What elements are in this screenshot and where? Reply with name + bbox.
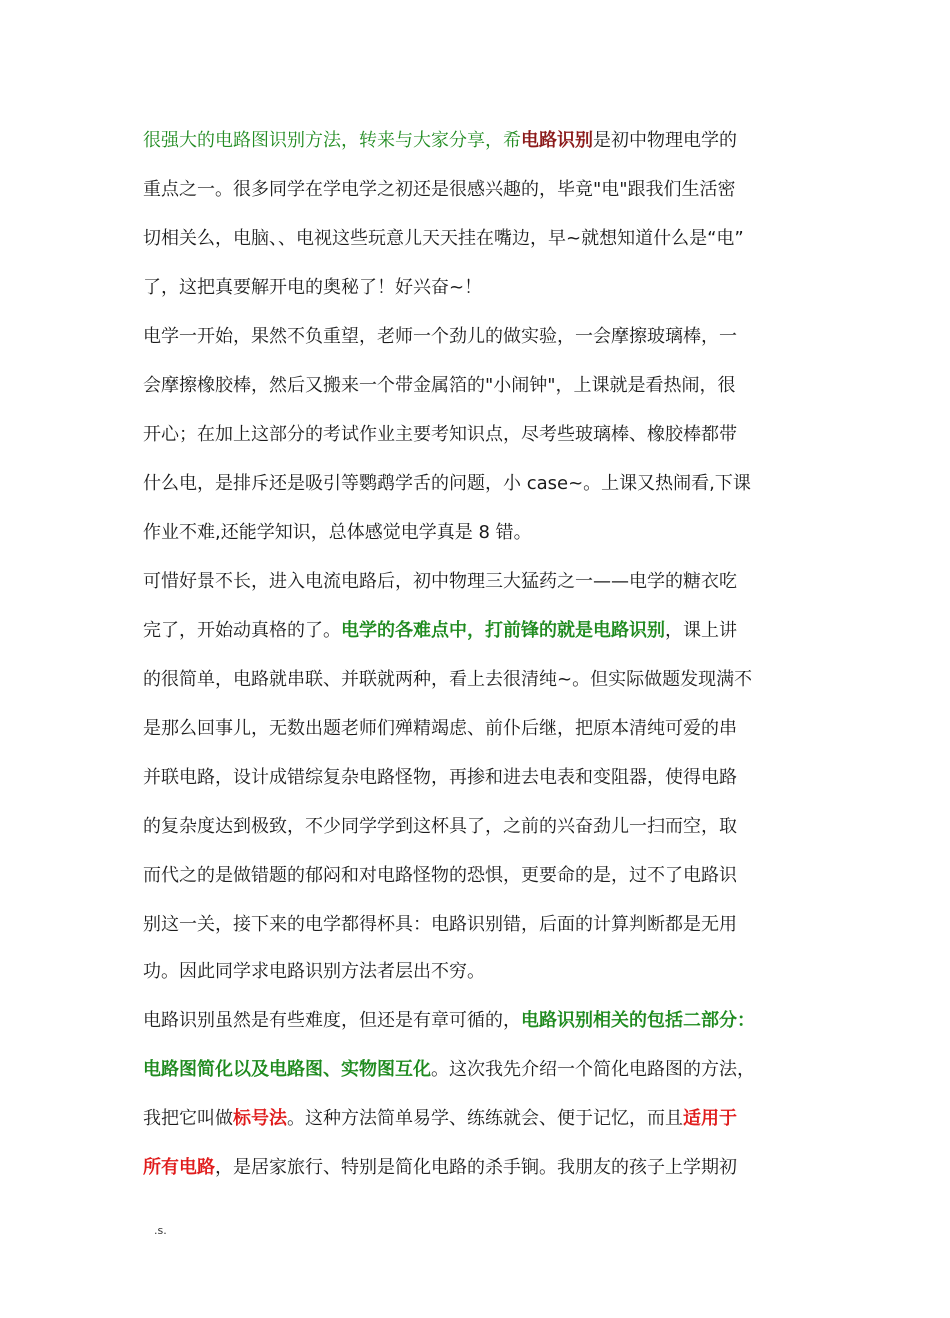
highlighted-text: 适用于 — [683, 1108, 737, 1129]
text-line — [143, 715, 833, 743]
text-line — [143, 274, 833, 302]
text-line — [143, 911, 833, 939]
highlighted-text: 电路识别 — [521, 130, 593, 151]
text-segment: 电学一开始，果然不负重望，老师一个劲儿的做实验，一会摩擦玻璃棒，一 — [143, 326, 737, 347]
text-line — [143, 568, 833, 596]
text-line — [143, 1007, 833, 1035]
text-line — [143, 862, 833, 890]
text-line — [143, 617, 833, 645]
text-line — [143, 666, 833, 694]
text-segment: 别这一关，接下来的电学都得杯具：电路识别错，后面的计算判断都是无用 — [143, 914, 737, 935]
text-segment: 是初中物理电学的 — [593, 130, 737, 151]
text-segment: 的复杂度达到极致，不少同学学到这杯具了，之前的兴奋劲儿一扫而空，取 — [143, 816, 737, 837]
text-line — [143, 519, 833, 547]
text-segment: 的很简单，电路就串联、并联就两种，看上去很清纯~。但实际做题发现满不 — [143, 669, 753, 690]
highlighted-text: 所有电路 — [143, 1157, 215, 1178]
text-segment: 可惜好景不长，进入电流电路后，初中物理三大猛药之一——电学的糖衣吃 — [143, 571, 737, 592]
text-segment: 是那么回事儿，无数出题老师们殚精竭虑、前仆后继，把原本清纯可爱的串 — [143, 718, 737, 739]
text-line — [143, 1154, 833, 1182]
page-footer: .s. — [154, 1224, 167, 1237]
highlighted-text: 很强大的电路图识别方法，转来与大家分享，希 — [143, 130, 521, 151]
text-line — [143, 176, 833, 204]
text-line — [143, 764, 833, 792]
text-segment: 。这种方法简单易学、练练就会、便于记忆，而且 — [287, 1108, 683, 1129]
text-segment: 功。因此同学求电路识别方法者层出不穷。 — [143, 961, 485, 982]
text-segment: 我把它叫做 — [143, 1108, 233, 1129]
text-line — [143, 127, 833, 155]
text-segment: ，是居家旅行、特别是简化电路的杀手锏。我朋友的孩子上学期初 — [215, 1157, 737, 1178]
text-segment: 切相关么，电脑、、电视这些玩意儿天天挂在嘴边，早~就想知道什么是“电” — [143, 228, 744, 249]
text-segment: 并联电路，设计成错综复杂电路怪物，再掺和进去电表和变阻器，使得电路 — [143, 767, 737, 788]
text-line — [143, 225, 833, 253]
text-segment: 什么电，是排斥还是吸引等鹦鹉学舌的问题，小 case~。上课又热闹看,下课 — [143, 473, 751, 494]
text-segment: 完了，开始动真格的了。 — [143, 620, 341, 641]
text-segment: 了，这把真要解开电的奥秘了！好兴奋~！ — [143, 277, 483, 298]
text-line — [143, 1105, 833, 1133]
text-line — [143, 323, 833, 351]
text-segment: 电路识别虽然是有些难度，但还是有章可循的， — [143, 1010, 521, 1031]
highlighted-text: 电路识别相关的包括二部分： — [521, 1010, 755, 1031]
text-line — [143, 958, 833, 986]
text-line — [143, 421, 833, 449]
highlighted-text: 电学的各难点中，打前锋的就是电路识别 — [341, 620, 665, 641]
text-line — [143, 470, 833, 498]
highlighted-text: 电路图简化以及电路图、实物图互化 — [143, 1059, 431, 1080]
text-segment: 。这次我先介绍一个简化电路图的方法， — [431, 1059, 755, 1080]
text-line — [143, 813, 833, 841]
text-segment: 重点之一。很多同学在学电学之初还是很感兴趣的，毕竟"电"跟我们生活密 — [143, 179, 736, 200]
text-line — [143, 372, 833, 400]
text-segment: ，课上讲 — [665, 620, 737, 641]
text-line — [143, 1056, 833, 1084]
text-segment: 会摩擦橡胶棒，然后又搬来一个带金属箔的"小闹钟"，上课就是看热闹，很 — [143, 375, 736, 396]
text-segment: 作业不难,还能学知识，总体感觉电学真是 8 错。 — [143, 522, 532, 543]
text-segment: 而代之的是做错题的郁闷和对电路怪物的恐惧，更要命的是，过不了电路识 — [143, 865, 737, 886]
text-segment: 开心；在加上这部分的考试作业主要考知识点，尽考些玻璃棒、橡胶棒都带 — [143, 424, 737, 445]
highlighted-text: 标号法 — [233, 1108, 287, 1129]
